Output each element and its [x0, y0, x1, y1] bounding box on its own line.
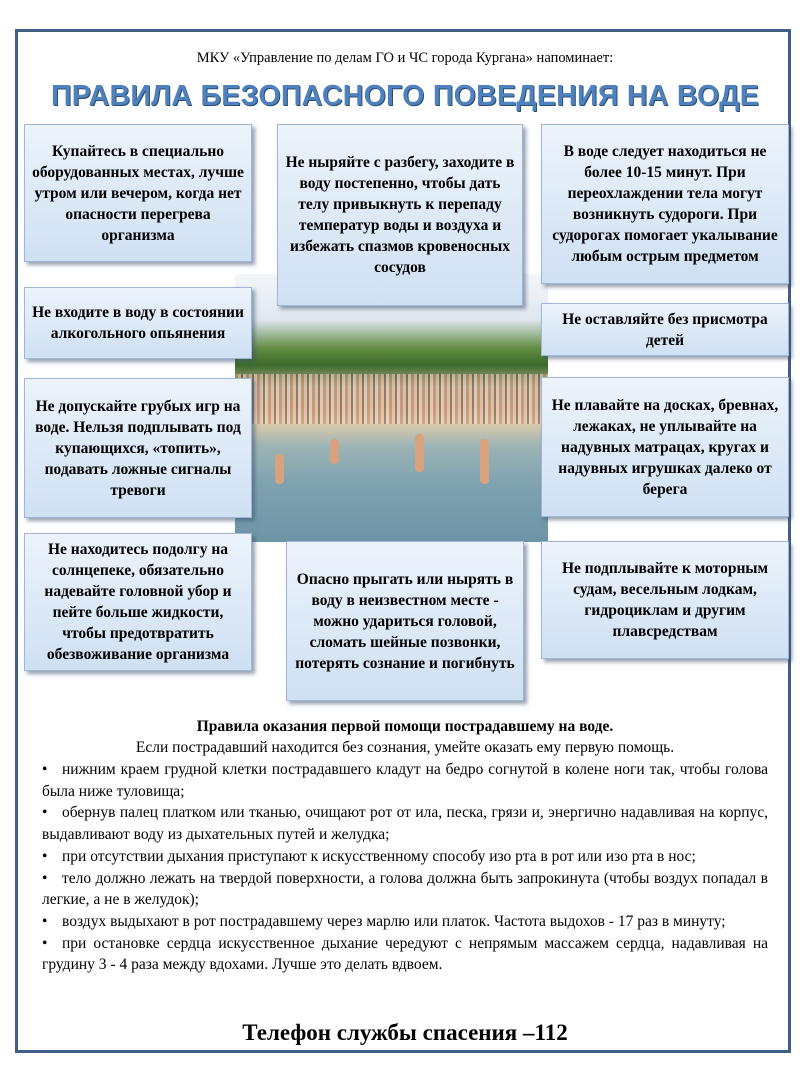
list-item — [42, 868, 768, 911]
rule-box — [541, 541, 789, 659]
bullet-icon: • — [42, 847, 48, 865]
beach-crowd — [235, 374, 548, 424]
list-item-text: при остановке сердца искусственное дыхание чередуют с непрямым массажем сердца, надавливая на грудину 3 - 4 раза между вдохами. Лучше это делать вдвоем. — [42, 934, 768, 974]
rule-text: Не ныряйте с разбегу, заходите в воду постепенно, чтобы дать телу привыкнуть к перепаду температур воды и воздуха и избежать спазмов кровеносных сосудов — [285, 154, 515, 276]
rule-text: Не допускайте грубых игр на воде. Нельзя подплывать под купающихся, «топить», подавать ложные сигналы тревоги — [35, 397, 241, 499]
rule-box — [24, 287, 252, 359]
rule-text: В воде следует находиться не более 10-15 минут. При переохлаждении тела могут возникнуть судороги. При судорогах помогает укалывание любым острым предметом — [552, 143, 778, 265]
bullet-icon: • — [42, 934, 48, 952]
list-item-text: воздух выдыхают в рот пострадавшему через марлю или платок. Частота выдохов - 17 раз в минуту; — [62, 912, 726, 930]
swimmer-figure — [330, 439, 339, 464]
rule-box — [24, 124, 252, 262]
list-item — [42, 933, 768, 976]
rule-box — [277, 124, 523, 306]
beach-photo — [235, 274, 548, 542]
first-aid-list — [42, 759, 768, 976]
swimmer-figure — [415, 434, 424, 472]
list-item — [42, 846, 768, 868]
rule-box — [541, 303, 789, 356]
rule-text: Не плавайте на досках, бревнах, лежаках, не уплывайте на надувных матрацах, кругах и надувных игрушках далеко от берега — [551, 396, 779, 498]
list-item — [42, 759, 768, 802]
page-title: ПРАВИЛА БЕЗОПАСНОГО ПОВЕДЕНИЯ НА ВОДЕ — [50, 80, 759, 112]
rule-box — [541, 377, 789, 517]
emergency-phone: Телефон службы спасения –112 — [242, 1020, 568, 1045]
list-item-text: обернув палец платком или тканью, очищают рот от ила, песка, грязи и, энергично надавливая на корпус, выдавливают воду из дыхательных путей и желудка; — [42, 804, 768, 844]
first-aid-title: Правила оказания первой помощи пострадавшему на воде. — [196, 718, 614, 735]
list-item-text: при отсутствии дыхания приступают к искусственному способу изо рта в рот или изо рта в нос; — [62, 847, 696, 865]
header-text: МКУ «Управление по делам ГО и ЧС города Кургана» напоминает: — [196, 50, 614, 66]
list-item — [42, 802, 768, 845]
list-item-text: тело должно лежать на твердой поверхности, а голова должна быть запрокинута (чтобы воздух попадал в легкие, а не в желудок); — [42, 869, 768, 909]
bullet-icon: • — [42, 804, 48, 822]
rule-text: Не оставляйте без присмотра детей — [562, 310, 768, 349]
rule-box — [286, 541, 524, 701]
rule-box — [541, 124, 789, 284]
first-aid-intro: Если пострадавший находится без сознания, умейте оказать ему первую помощь. — [135, 739, 675, 756]
swimmer-figure — [480, 439, 489, 484]
rule-text: Не подплывайте к моторным судам, весельным лодкам, гидроциклам и другим плавсредствам — [561, 560, 769, 640]
rule-text: Купайтесь в специально оборудованных местах, лучше утром или вечером, когда нет опасности перегрева организма — [32, 142, 244, 244]
rule-box — [24, 533, 252, 671]
list-item-text: нижним краем грудной клетки пострадавшего кладут на бедро согнутой в колене ноги так, чтобы голова была ниже туловища; — [42, 761, 768, 800]
bullet-icon: • — [42, 869, 48, 887]
list-item — [42, 911, 768, 933]
bullet-icon: • — [42, 912, 48, 930]
swimmer-figure — [275, 454, 284, 484]
rule-text: Опасно прыгать или нырять в воду в неизвестном месте - можно удариться головой, сломать шейные позвонки, потерять сознание и погибнуть — [295, 570, 515, 672]
rule-text: Не входите в воду в состоянии алкогольного опьянения — [32, 304, 244, 342]
bullet-icon: • — [42, 761, 48, 778]
rule-text: Не находитесь подолгу на солнцепеке, обязательно надевайте головной убор и пейте больше жидкости, чтобы предотвратить обезвоживание организма — [44, 541, 232, 663]
rule-box — [24, 378, 252, 518]
